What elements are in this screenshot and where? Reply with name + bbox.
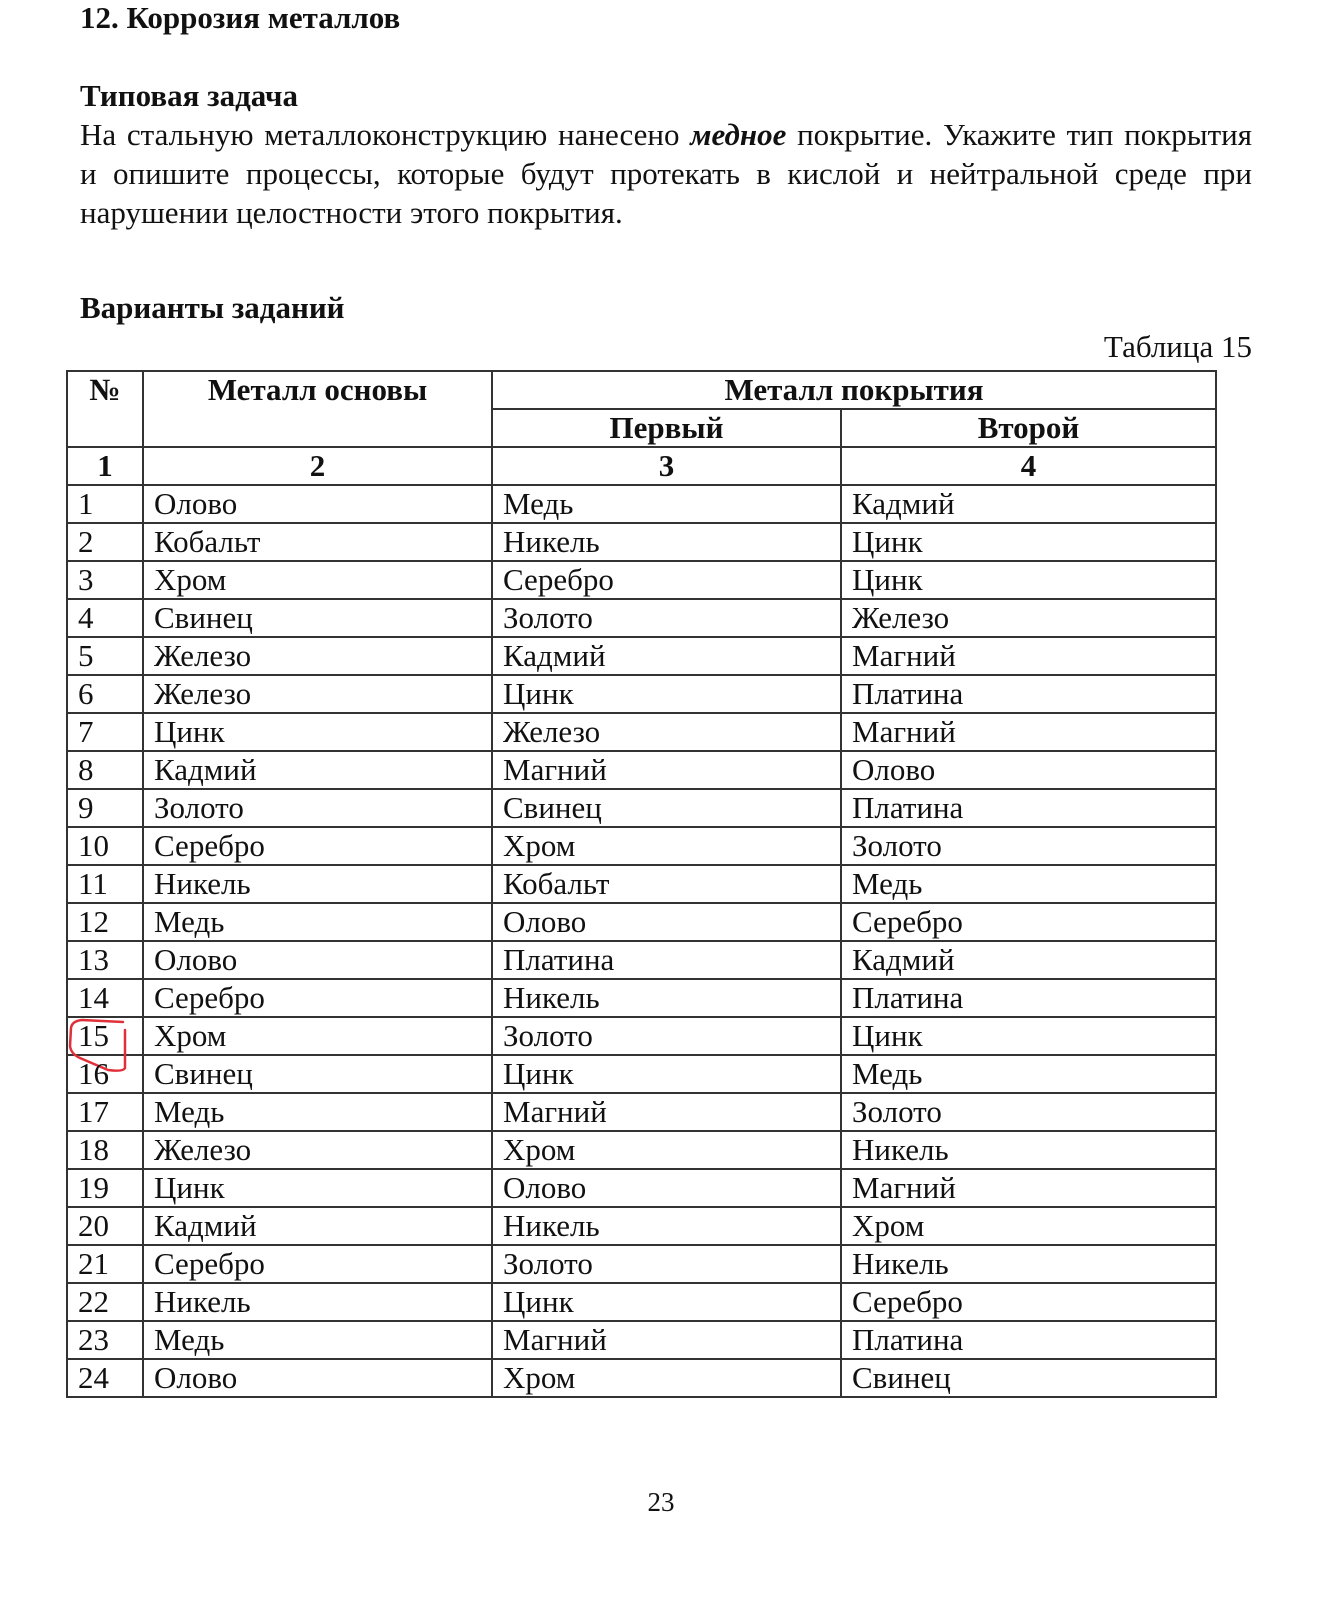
cell-second-coating: Никель — [841, 1245, 1216, 1283]
cell-first-coating: Золото — [492, 599, 841, 637]
table-row — [67, 1055, 1216, 1093]
cell-second-coating: Свинец — [841, 1359, 1216, 1397]
cell-no: 6 — [67, 675, 143, 713]
table-row — [67, 713, 1216, 751]
cell-base-metal: Олово — [143, 485, 492, 523]
table-row — [67, 789, 1216, 827]
cell-base-metal: Никель — [143, 865, 492, 903]
cell-second-coating: Магний — [841, 1169, 1216, 1207]
table-row — [67, 1017, 1216, 1055]
cell-first-coating: Магний — [492, 1321, 841, 1359]
cell-second-coating: Кадмий — [841, 941, 1216, 979]
task-text-after: покрытие. Укажите тип покрытия и опишите процессы, которые будут протекать в кислой и нейтральной среде при нарушении целостности этого покрытия. — [80, 117, 1252, 230]
header-coating-metal: Металл покрытия — [492, 371, 1216, 409]
cell-base-metal: Медь — [143, 903, 492, 941]
cell-second-coating: Платина — [841, 979, 1216, 1017]
cell-second-coating: Магний — [841, 713, 1216, 751]
table-row — [67, 1321, 1216, 1359]
cell-base-metal: Никель — [143, 1283, 492, 1321]
table-row — [67, 561, 1216, 599]
cell-base-metal: Цинк — [143, 1169, 492, 1207]
cell-base-metal: Железо — [143, 637, 492, 675]
cell-base-metal: Золото — [143, 789, 492, 827]
table-row — [67, 1283, 1216, 1321]
cell-no: 12 — [67, 903, 143, 941]
cell-base-metal: Кадмий — [143, 1207, 492, 1245]
cell-second-coating: Цинк — [841, 561, 1216, 599]
cell-base-metal: Цинк — [143, 713, 492, 751]
table-row — [67, 1093, 1216, 1131]
cell-no: 3 — [67, 561, 143, 599]
variants-table — [66, 370, 1217, 1398]
cell-no: 2 — [67, 523, 143, 561]
cell-first-coating: Платина — [492, 941, 841, 979]
cell-no: 18 — [67, 1131, 143, 1169]
cell-base-metal: Свинец — [143, 1055, 492, 1093]
cell-first-coating: Никель — [492, 1207, 841, 1245]
cell-second-coating: Кадмий — [841, 485, 1216, 523]
table-row — [67, 865, 1216, 903]
cell-first-coating: Никель — [492, 979, 841, 1017]
cell-first-coating: Хром — [492, 1131, 841, 1169]
cell-first-coating: Золото — [492, 1017, 841, 1055]
header-base-metal: Металл основы — [143, 371, 492, 447]
cell-first-coating: Хром — [492, 827, 841, 865]
cell-second-coating: Платина — [841, 789, 1216, 827]
cell-second-coating: Серебро — [841, 1283, 1216, 1321]
table-row — [67, 827, 1216, 865]
table-row — [67, 979, 1216, 1017]
cell-first-coating: Олово — [492, 903, 841, 941]
cell-no: 20 — [67, 1207, 143, 1245]
table-row — [67, 675, 1216, 713]
cell-first-coating: Магний — [492, 751, 841, 789]
cell-no: 13 — [67, 941, 143, 979]
cell-second-coating: Серебро — [841, 903, 1216, 941]
cell-base-metal: Хром — [143, 1017, 492, 1055]
cell-first-coating: Кобальт — [492, 865, 841, 903]
cell-first-coating: Медь — [492, 485, 841, 523]
column-number: 1 — [67, 447, 143, 485]
cell-base-metal: Кобальт — [143, 523, 492, 561]
cell-no: 16 — [67, 1055, 143, 1093]
table-row — [67, 751, 1216, 789]
table-row — [67, 485, 1216, 523]
cell-first-coating: Магний — [492, 1093, 841, 1131]
cell-no: 21 — [67, 1245, 143, 1283]
cell-no: 1 — [67, 485, 143, 523]
column-number: 4 — [841, 447, 1216, 485]
table-row — [67, 1207, 1216, 1245]
table-body — [67, 485, 1216, 1397]
cell-first-coating: Цинк — [492, 1055, 841, 1093]
table-caption: Таблица 15 — [1103, 329, 1252, 364]
task-text-before: На стальную металлоконструкцию нанесено — [80, 117, 691, 152]
cell-base-metal: Медь — [143, 1321, 492, 1359]
task-emphasis: медное — [690, 117, 787, 152]
table-row — [67, 903, 1216, 941]
variants-heading: Варианты заданий — [80, 290, 345, 325]
cell-first-coating: Цинк — [492, 1283, 841, 1321]
cell-second-coating: Платина — [841, 675, 1216, 713]
cell-second-coating: Магний — [841, 637, 1216, 675]
cell-second-coating: Платина — [841, 1321, 1216, 1359]
table-row — [67, 1169, 1216, 1207]
cell-base-metal: Свинец — [143, 599, 492, 637]
table-row — [67, 523, 1216, 561]
cell-no: 22 — [67, 1283, 143, 1321]
cell-no: 14 — [67, 979, 143, 1017]
cell-second-coating: Железо — [841, 599, 1216, 637]
column-number: 3 — [492, 447, 841, 485]
cell-no: 23 — [67, 1321, 143, 1359]
cell-no: 9 — [67, 789, 143, 827]
cell-second-coating: Никель — [841, 1131, 1216, 1169]
cell-first-coating: Серебро — [492, 561, 841, 599]
header-second: Второй — [841, 409, 1216, 447]
cell-base-metal: Кадмий — [143, 751, 492, 789]
cell-no: 7 — [67, 713, 143, 751]
cell-base-metal: Олово — [143, 941, 492, 979]
cell-first-coating: Никель — [492, 523, 841, 561]
cell-base-metal: Серебро — [143, 827, 492, 865]
cell-first-coating: Железо — [492, 713, 841, 751]
section-title: 12. Коррозия металлов — [80, 0, 401, 35]
cell-first-coating: Цинк — [492, 675, 841, 713]
table-row — [67, 1131, 1216, 1169]
cell-second-coating: Медь — [841, 1055, 1216, 1093]
header-no: № — [67, 371, 143, 447]
cell-base-metal: Серебро — [143, 979, 492, 1017]
table-row — [67, 637, 1216, 675]
cell-base-metal: Железо — [143, 1131, 492, 1169]
cell-second-coating: Цинк — [841, 523, 1216, 561]
cell-no: 15 — [67, 1017, 143, 1055]
table-row — [67, 1245, 1216, 1283]
cell-second-coating: Золото — [841, 1093, 1216, 1131]
cell-second-coating: Хром — [841, 1207, 1216, 1245]
page-number: 23 — [647, 1487, 675, 1517]
cell-first-coating: Кадмий — [492, 637, 841, 675]
typical-task-heading: Типовая задача — [80, 78, 298, 113]
table-row — [67, 599, 1216, 637]
column-number: 2 — [143, 447, 492, 485]
cell-first-coating: Олово — [492, 1169, 841, 1207]
cell-base-metal: Олово — [143, 1359, 492, 1397]
cell-no: 10 — [67, 827, 143, 865]
cell-no: 11 — [67, 865, 143, 903]
cell-second-coating: Олово — [841, 751, 1216, 789]
cell-base-metal: Медь — [143, 1093, 492, 1131]
cell-no: 8 — [67, 751, 143, 789]
header-first: Первый — [492, 409, 841, 447]
cell-first-coating: Хром — [492, 1359, 841, 1397]
cell-no: 5 — [67, 637, 143, 675]
cell-base-metal: Хром — [143, 561, 492, 599]
table-row — [67, 1359, 1216, 1397]
cell-second-coating: Цинк — [841, 1017, 1216, 1055]
cell-no: 4 — [67, 599, 143, 637]
cell-base-metal: Железо — [143, 675, 492, 713]
cell-first-coating: Свинец — [492, 789, 841, 827]
table-row — [67, 941, 1216, 979]
typical-task-text — [80, 115, 1252, 232]
cell-second-coating: Золото — [841, 827, 1216, 865]
cell-no: 17 — [67, 1093, 143, 1131]
cell-no: 24 — [67, 1359, 143, 1397]
cell-first-coating: Золото — [492, 1245, 841, 1283]
cell-no: 19 — [67, 1169, 143, 1207]
cell-base-metal: Серебро — [143, 1245, 492, 1283]
cell-second-coating: Медь — [841, 865, 1216, 903]
